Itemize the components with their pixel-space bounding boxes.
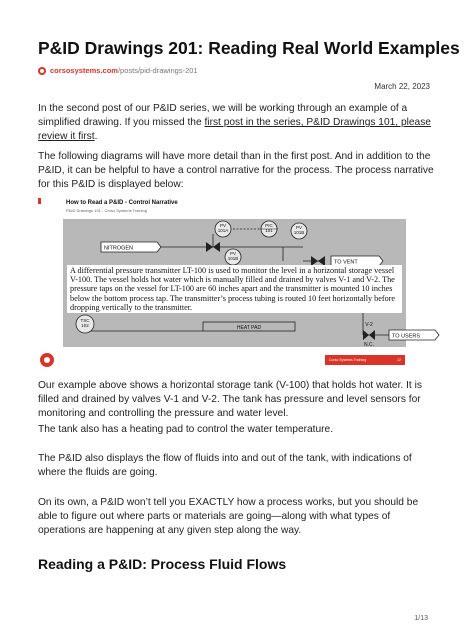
to-users-label: TO USERS (392, 333, 421, 340)
pid-slide-image (38, 193, 436, 375)
tsc102-tag-bottom: 102 (81, 323, 89, 328)
pv101b-tag-top: PV (295, 225, 303, 230)
page-title: P&ID Drawings 201: Reading Real World Examples (38, 38, 460, 58)
example-paragraph: Our example above shows a horizontal storage tank (V-100) that holds hot water. It is filled and drained by valves V-1 and V-2. The tank has pressure and level sensors for monitoring and controlling the pressure and water level. (38, 380, 422, 420)
narrative-intro-paragraph: The following diagrams will have more detail than in the first post. And in addition to the P&ID, it can be helpful to have a control narrative for the process. The process narrative for this P&ID is displayed below: (38, 151, 434, 191)
pid-diagram (63, 219, 421, 348)
slide-red-tab (38, 198, 41, 204)
control-narrative-text: A differential pressure transmitter LT-100 is used to monitor the level in a horizontal storage vessel V-100. The vessel holds hot water which is manually filled and drained by valves V-1 and V-2. The pressure taps on the vessel for LT-100 are 60 inches apart and the transmitter is mounted 10 inches below the bottom process tap. The transmitter’s process tubing is routed 10 feet horizontally before dropping vertically to the transmitter. (67, 265, 402, 313)
source-line (38, 66, 198, 75)
slide-footer-bar (325, 355, 405, 365)
operations-paragraph: On its own, a P&ID won’t tell you EXACTLY how a process works, but you should be able to figure out where parts or materials are going—along with what types of operations are happening at any given step along the way. (38, 497, 419, 537)
intro-text-end: . (94, 131, 98, 143)
pv101a-tag-bottom: 101A (217, 228, 229, 233)
slide-subtitle: P&ID Drawings 101 - Corso Systems Training (66, 208, 147, 213)
heating-paragraph: The tank also has a heating pad to control the water temperature. (38, 424, 334, 435)
source-domain: corsosystems.com (50, 66, 118, 75)
intro-text: In the second post of our P&ID series, we will be working through an example of a simplified drawing. If you missed the (38, 103, 408, 129)
flow-paragraph: The P&ID also displays the flow of fluids into and out of the tank, with indications of where the fluids are going. (38, 453, 412, 479)
source-link[interactable] (50, 66, 198, 75)
section-heading: Reading a P&ID: Process Fluid Flows (38, 556, 287, 572)
publish-date: March 22, 2023 (374, 82, 430, 91)
source-path: /posts/pid-drawings-201 (117, 66, 198, 75)
pic101-tag-top: PIC (265, 223, 273, 228)
pv101b-tag-bottom: 101B (293, 230, 305, 235)
to-vent-label: TO VENT (334, 259, 358, 266)
nitrogen-label: NITROGEN (104, 245, 134, 252)
pv101b2-tag-bottom: 101B (227, 256, 239, 261)
first-post-link[interactable]: first post in the series, P&ID Drawings 101, please review it first (38, 117, 431, 143)
pic101-tag-bottom: 101 (265, 228, 273, 233)
slide-footer-page: 12 (397, 358, 401, 362)
slide-footer-brand: Corso Systems Training (329, 358, 367, 362)
heat-pad-label: HEAT PAD (236, 325, 262, 331)
tsc102-tag-top: TSC (80, 318, 90, 323)
page-number: 1/13 (414, 615, 428, 622)
v2-label: V-2 (365, 322, 373, 328)
pv101b2-tag-top: PV (229, 251, 237, 256)
nc-label: N.C. (364, 342, 374, 348)
site-logo-icon (38, 67, 46, 75)
pv101a-tag-top: PV (219, 223, 227, 228)
intro-paragraph (38, 102, 436, 145)
slide-title: How to Read a P&ID - Control Narrative (66, 200, 178, 206)
slide-logo-icon (40, 353, 54, 367)
